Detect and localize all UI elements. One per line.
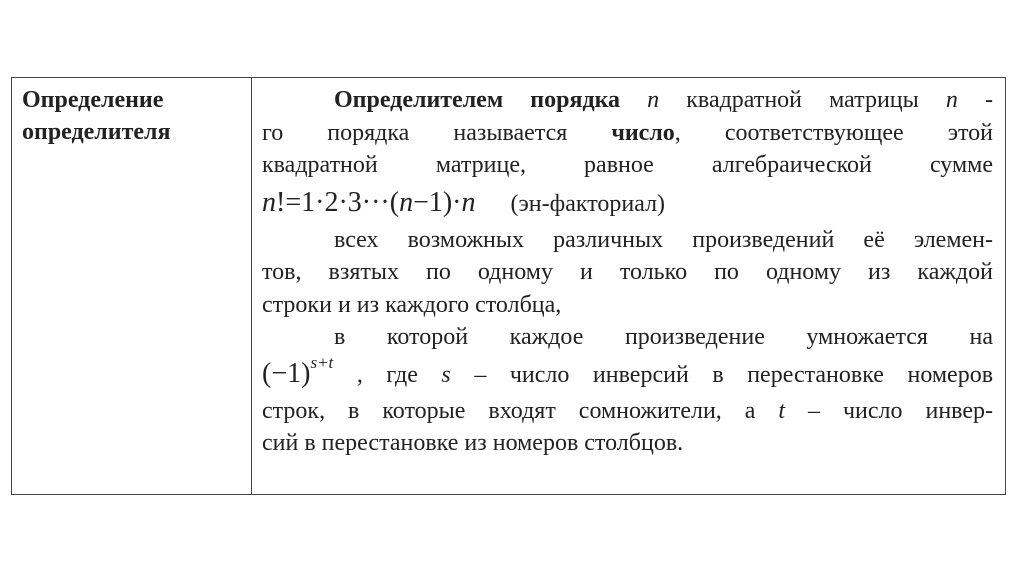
term-line-2: определителя (22, 119, 171, 145)
definition-line-1 (262, 84, 993, 117)
sign-expression (262, 352, 334, 389)
text-inversions-cols: – число инвер- (808, 397, 994, 424)
products-line-3: строки и из каждого столбца, (262, 291, 562, 318)
text-corresponding: , соответствующее этой (674, 119, 994, 146)
var-n: n (399, 186, 414, 218)
var-n: n (262, 186, 276, 218)
formula-comment: (эн-факториал) (510, 190, 666, 217)
text-rows-factors: строк, в которые входят сомножители, а (262, 397, 756, 424)
sign-line-2 (262, 354, 993, 395)
text-where: , где (356, 361, 418, 388)
term-cell (12, 78, 252, 495)
text-called: го порядка называется (262, 119, 568, 146)
text-square-matrix: квадратной матрицы (686, 87, 919, 113)
bold-number: число (611, 119, 675, 146)
var-n: n (945, 87, 958, 113)
factorial-formula (262, 183, 993, 224)
formula-part: −1)· (413, 186, 462, 218)
definition-cell (252, 78, 1006, 495)
sign-line-4: сий в перестановке из номеров столбцов. (262, 430, 684, 456)
text-dash: - (985, 87, 993, 113)
sign-exponent: s+t (310, 352, 334, 372)
text-inversions-rows: – число инверсий в перестановке номеров (474, 361, 994, 388)
products-line-1: всех возможных различных произведений её элемен- (334, 226, 993, 253)
definition-line-3: квадратной матрице, равное алгебраической сумме (262, 152, 993, 178)
table-row (12, 78, 1006, 495)
bold-lead: Определителем порядка (334, 87, 621, 113)
var-t: t (778, 397, 786, 424)
var-s: s (441, 361, 451, 388)
sign-base: (−1) (262, 357, 311, 389)
var-n: n (461, 186, 476, 218)
definition-table (11, 77, 1006, 495)
sign-line-1: в которой каждое произведение умножается на (334, 324, 993, 350)
formula-part: !=1·2·3···( (276, 186, 400, 218)
products-line-2: тов, взятых по одному и только по одному из каждой (262, 259, 993, 285)
sign-line-3 (262, 395, 993, 428)
formula-expression (262, 187, 476, 218)
definition-line-2 (262, 117, 993, 150)
var-n: n (647, 87, 660, 113)
term-line-1: Определение (22, 87, 164, 113)
